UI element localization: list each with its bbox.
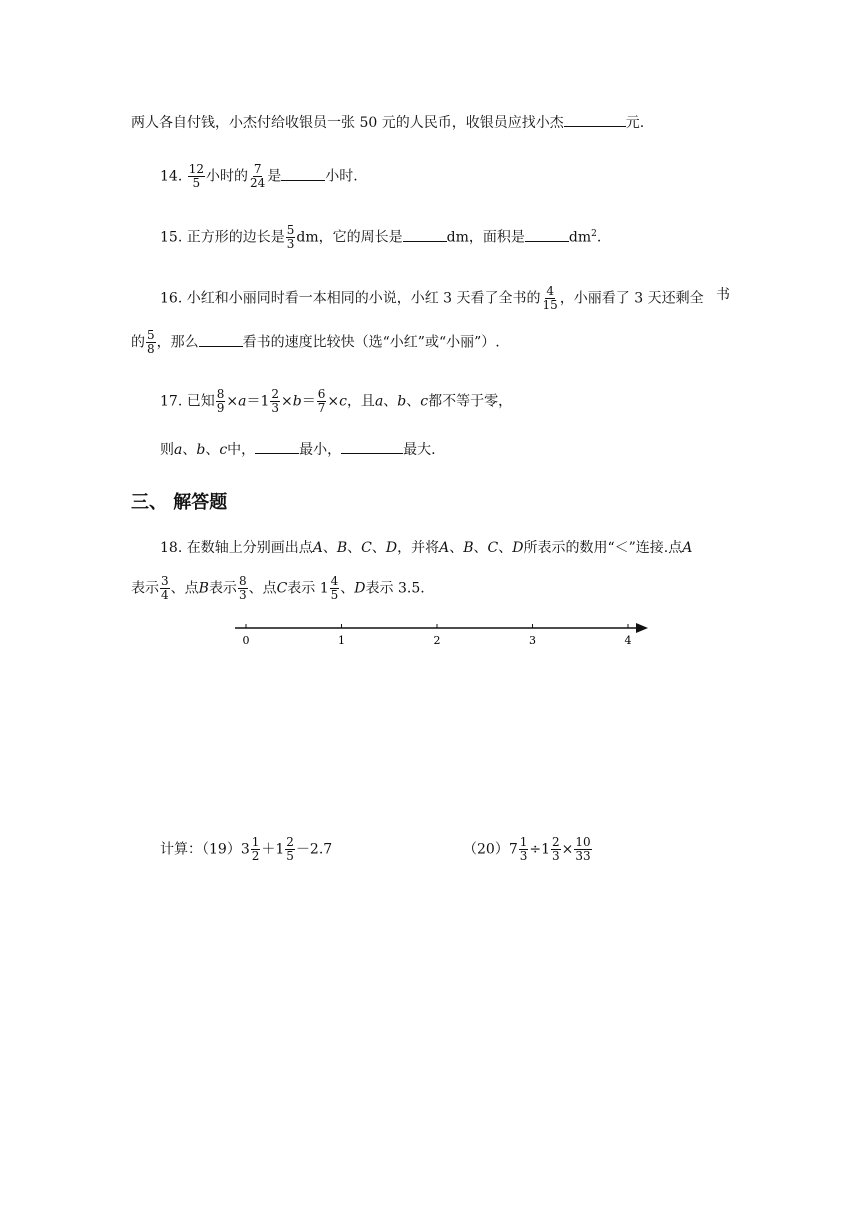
fraction: $\frac{6}{7}$ [317,387,326,415]
axis-tick-label: 2 [433,634,441,647]
answer-blank[interactable] [403,227,447,242]
question-19: 计算：（19）3 $\frac{1}{2}$ ＋1 $\frac{2}{5}$ －2.7 [160,835,333,863]
fraction: $\frac{5}{3}$ [286,223,295,251]
question-14: 14. $\frac{12}{5}$ 小时的 $\frac{7}{24}$ 是 小时. [160,162,358,190]
fraction: $\frac{12}{5}$ [188,162,204,190]
fraction: $\frac{4}{5}$ [330,574,339,602]
axis-arrow [636,623,648,633]
number-line [230,618,660,652]
fraction: $\frac{4}{15}$ [542,284,558,312]
question-16-end-char: 书 [716,287,730,303]
fraction: $\frac{2}{5}$ [286,835,294,863]
axis-tick-label: 4 [624,634,632,647]
axis-tick-label: 0 [242,634,250,647]
fraction: $\frac{10}{33}$ [575,835,591,863]
answer-blank[interactable] [281,166,325,181]
fraction: $\frac{1}{2}$ [251,835,260,863]
answer-blank[interactable] [525,227,569,242]
q13-tail-line: 两人各自付钱，小杰付给收银员一张 50 元的人民币，收银员应找小杰 元. [131,112,644,133]
axis-tick-label: 1 [338,634,345,647]
fraction: $\frac{2}{3}$ [552,835,560,863]
fraction: $\frac{8}{9}$ [216,387,225,415]
question-16: 16. 小红和小丽同时看一本相同的小说，小红 3 天看了全书的 $\frac{4}{15}$ ，小丽看了 3 天还剩全 [160,284,704,312]
answer-blank[interactable] [341,439,403,454]
fraction: $\frac{5}{8}$ [147,328,155,356]
answer-blank[interactable] [564,112,626,127]
question-18: 18. 在数轴上分别画出点A、B、C、D，并将A、B、C、D所表示的数用“＜”连接.点A [160,540,693,556]
section-heading: 三、 解答题 [131,492,228,513]
axis-tick-label: 3 [529,634,536,647]
fraction: $\frac{2}{3}$ [271,387,280,415]
answer-blank[interactable] [255,439,299,454]
question-15: 15. 正方形的边长是 $\frac{5}{3}$ dm，它的周长是 dm，面积是 $dm^2$. [160,223,602,251]
question-17: 17. 已知 $\frac{8}{9}$ ×a＝1 $\frac{2}{3}$ ×b＝ $\frac{6}{7}$ ×c，且a、b、c都不等于零， [160,387,513,415]
answer-blank[interactable] [199,332,243,347]
fraction: $\frac{8}{3}$ [238,574,247,602]
fraction: $\frac{7}{24}$ [250,162,266,190]
question-17-line2: 则a、b、c中， 最小， 最大. [160,439,436,460]
fraction: $\frac{3}{4}$ [161,574,169,602]
fraction: $\frac{1}{3}$ [519,835,528,863]
question-20: （20）7 $\frac{1}{3}$ ÷1 $\frac{2}{3}$ × $\frac{10}{33}$ [463,835,591,863]
question-18-line2: 表示 $\frac{3}{4}$ 、点B表示 $\frac{8}{3}$ 、点C表示 1 $\frac{4}{5}$ 、D表示 3.5. [131,574,425,602]
question-16-line2: 的 $\frac{5}{8}$ ，那么 看书的速度比较快（选“小红”或“小丽”）. [131,328,500,356]
